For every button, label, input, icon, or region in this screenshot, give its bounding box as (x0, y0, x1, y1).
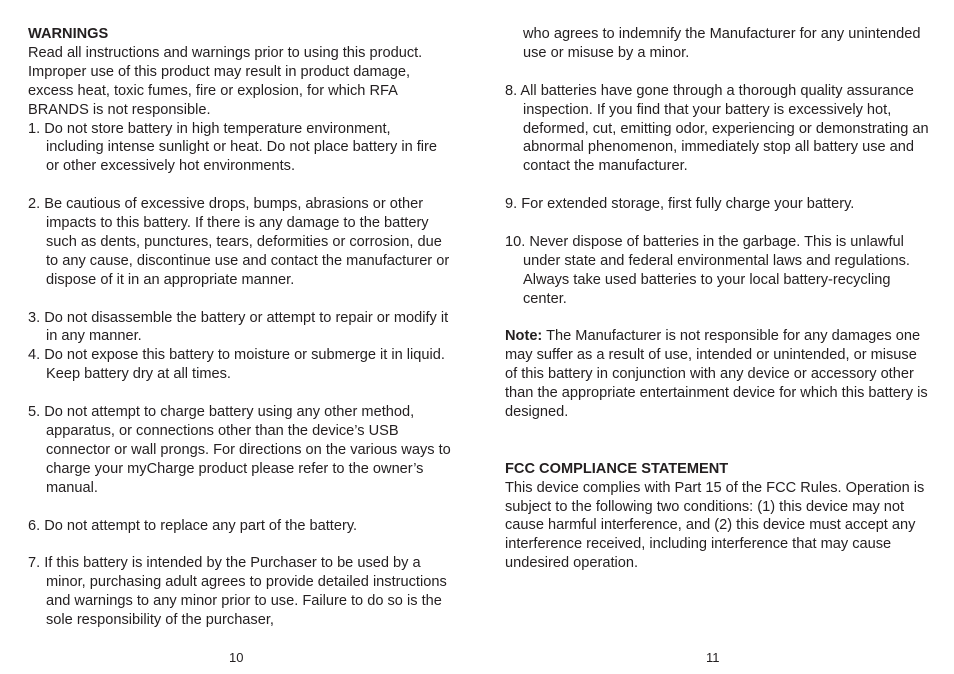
left-page (28, 25, 452, 630)
note-label: Note: (505, 328, 543, 345)
warning-item-10: 10. Never dispose of batteries in the garbage. This is unlawful under state and federal environmental laws and regulations. Always take used batteries to your local battery-recycling center. (505, 233, 910, 307)
warning-item-4: 4. Do not expose this battery to moisture or submerge it in liquid. Keep battery dry at all times. (28, 347, 445, 383)
warning-item-9: 9. For extended storage, first fully charge your battery. (505, 196, 855, 213)
warning-item-5: 5. Do not attempt to charge battery using any other method, apparatus, or connections other than the device’s USB connector or wall prongs. For directions on the various ways to charge your myCharge product please refer to the owner’s manual. (28, 404, 451, 496)
warning-item-7: 7. If this battery is intended by the Purchaser to be used by a minor, purchasing adult agrees to provide detailed instructions and warnings to any minor prior to use. Failure to do so is the sole responsibility of the purchaser, (28, 555, 447, 629)
right-page (505, 25, 929, 573)
page-number-left: 10 (229, 650, 244, 665)
warning-item-6: 6. Do not attempt to replace any part of the battery. (28, 517, 358, 534)
warning-item-1: 1. Do not store battery in high temperature environment, including intense sunlight or heat. Do not place battery in fire or other excessively hot environments. (28, 120, 438, 175)
warning-item-7-continued: who agrees to indemnify the Manufacturer for any unintended use or misuse by a minor. (523, 26, 921, 61)
warning-item-2: 2. Be cautious of excessive drops, bumps, abrasions or other impacts to this battery. If there is any damage to the battery such as dents, punctures, tears, deformities or corrosion, due to any cause, discontinue use and contact the manufacturer or dispose of it in an appropriate manner. (28, 196, 450, 288)
warnings-heading: WARNINGS (28, 26, 109, 42)
note-text: The Manufacturer is not responsible for any damages one may suffer as a result of use, intended or unintended, or misuse of this battery in conjunction with any device or accessory other than the appropriate entertainment device for which this battery is designed. (505, 328, 928, 421)
fcc-heading: FCC COMPLIANCE STATEMENT (505, 460, 729, 477)
fcc-text: This device complies with Part 15 of the FCC Rules. Operation is subject to the following two conditions: (1) this device may not cause harmful interference, and (2) this device must accept any interference received, including interference that may cause undesired operation. (505, 479, 925, 572)
warnings-intro: Read all instructions and warnings prior to using this product. Improper use of this product may result in product damage, excess heat, toxic fumes, fire or explosion, for which RFA BRANDS is not responsible. (28, 44, 423, 118)
warning-item-3: 3. Do not disassemble the battery or attempt to repair or modify it in any manner. (28, 309, 449, 345)
note-paragraph (505, 327, 929, 422)
warning-item-8: 8. All batteries have gone through a thorough quality assurance inspection. If you find that your battery is excessively hot, deformed, cut, emitting odor, experiencing or demonstrating an abnormal phenomenon, immediately stop all battery use and contact the manufacturer. (505, 82, 929, 175)
page-number-right: 11 (706, 650, 720, 665)
